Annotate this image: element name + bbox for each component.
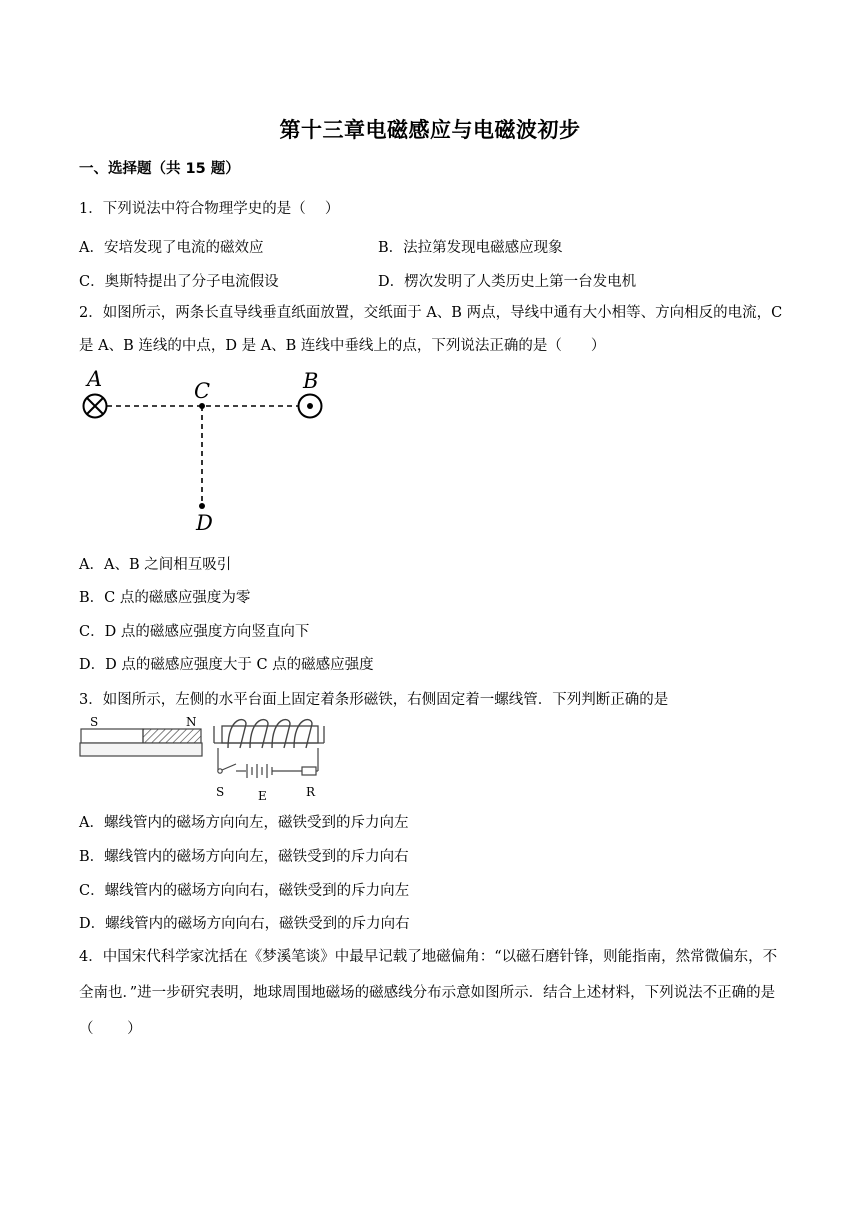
q3-option-b: B．螺线管内的磁场方向向左，磁铁受到的斥力向右 (79, 849, 409, 865)
switch-label: S (216, 785, 225, 799)
label-a: A (87, 368, 103, 391)
section-heading: 一、选择题（共 15 题） (79, 161, 240, 177)
q2-option-b: B．C 点的磁感应强度为零 (79, 590, 251, 606)
q2-option-d: D．D 点的磁感应强度大于 C 点的磁感应强度 (79, 657, 374, 673)
solenoid (214, 720, 324, 748)
circuit (218, 748, 318, 778)
magnet-s-label: S (90, 715, 99, 729)
label-d: D (196, 511, 213, 535)
q2-stem: 2．如图所示，两条长直导线垂直纸面放置，交纸面于 A、B 两点，导线中通有大小相等、方向相反的电流，C 是 A、B 连线的中点，D 是 A、B 连线中垂线上的点，下列说法正确的是（ ） (79, 305, 783, 354)
q3-option-a: A．螺线管内的磁场方向向左，磁铁受到的斥力向左 (79, 815, 409, 831)
resistor-label: R (306, 785, 316, 799)
label-b: B (303, 369, 319, 393)
wire-b-out-of-page-icon (299, 395, 322, 418)
wire-a-into-page-icon (84, 395, 107, 418)
q4-stem: 4．中国宋代科学家沈括在《梦溪笔谈》中最早记载了地磁偏角：“以磁石磨针锋，则能指南，然常微偏东，不全南也．”进一步研究表明，地球周围地磁场的磁感线分布示意如图所示．结合上述材料，下列说法不正确的是（ ） (79, 949, 778, 1037)
q2-figure-wires (75, 368, 345, 536)
q3-option-c: C．螺线管内的磁场方向向右，磁铁受到的斥力向左 (79, 883, 410, 899)
q1-option-d: D．楞次发明了人类历史上第一台发电机 (378, 274, 637, 290)
q1-option-a: A．安培发现了电流的磁效应 (79, 240, 264, 256)
q1-option-c: C．奥斯特提出了分子电流假设 (79, 274, 279, 290)
q3-option-d: D．螺线管内的磁场方向向右，磁铁受到的斥力向右 (79, 916, 410, 932)
page-title: 第十三章电磁感应与电磁波初步 (279, 118, 581, 142)
point-c-dot (199, 403, 205, 409)
label-c: C (194, 379, 211, 403)
q2-option-a: A．A、B 之间相互吸引 (79, 557, 232, 573)
q1-stem: 1．下列说法中符合物理学史的是（ ） (79, 201, 340, 217)
q1-option-b: B．法拉第发现电磁感应现象 (378, 240, 563, 256)
point-d-dot (199, 503, 205, 509)
magnet-n-label: N (186, 715, 197, 729)
q3-stem: 3．如图所示，左侧的水平台面上固定着条形磁铁，右侧固定着一螺线管．下列判断正确的是 (79, 692, 669, 708)
battery-label: E (258, 789, 267, 802)
q2-option-c: C．D 点的磁感应强度方向竖直向下 (79, 624, 310, 640)
table-platform (80, 743, 202, 756)
bar-magnet (81, 729, 201, 743)
q3-figure-magnet-solenoid (78, 710, 343, 802)
